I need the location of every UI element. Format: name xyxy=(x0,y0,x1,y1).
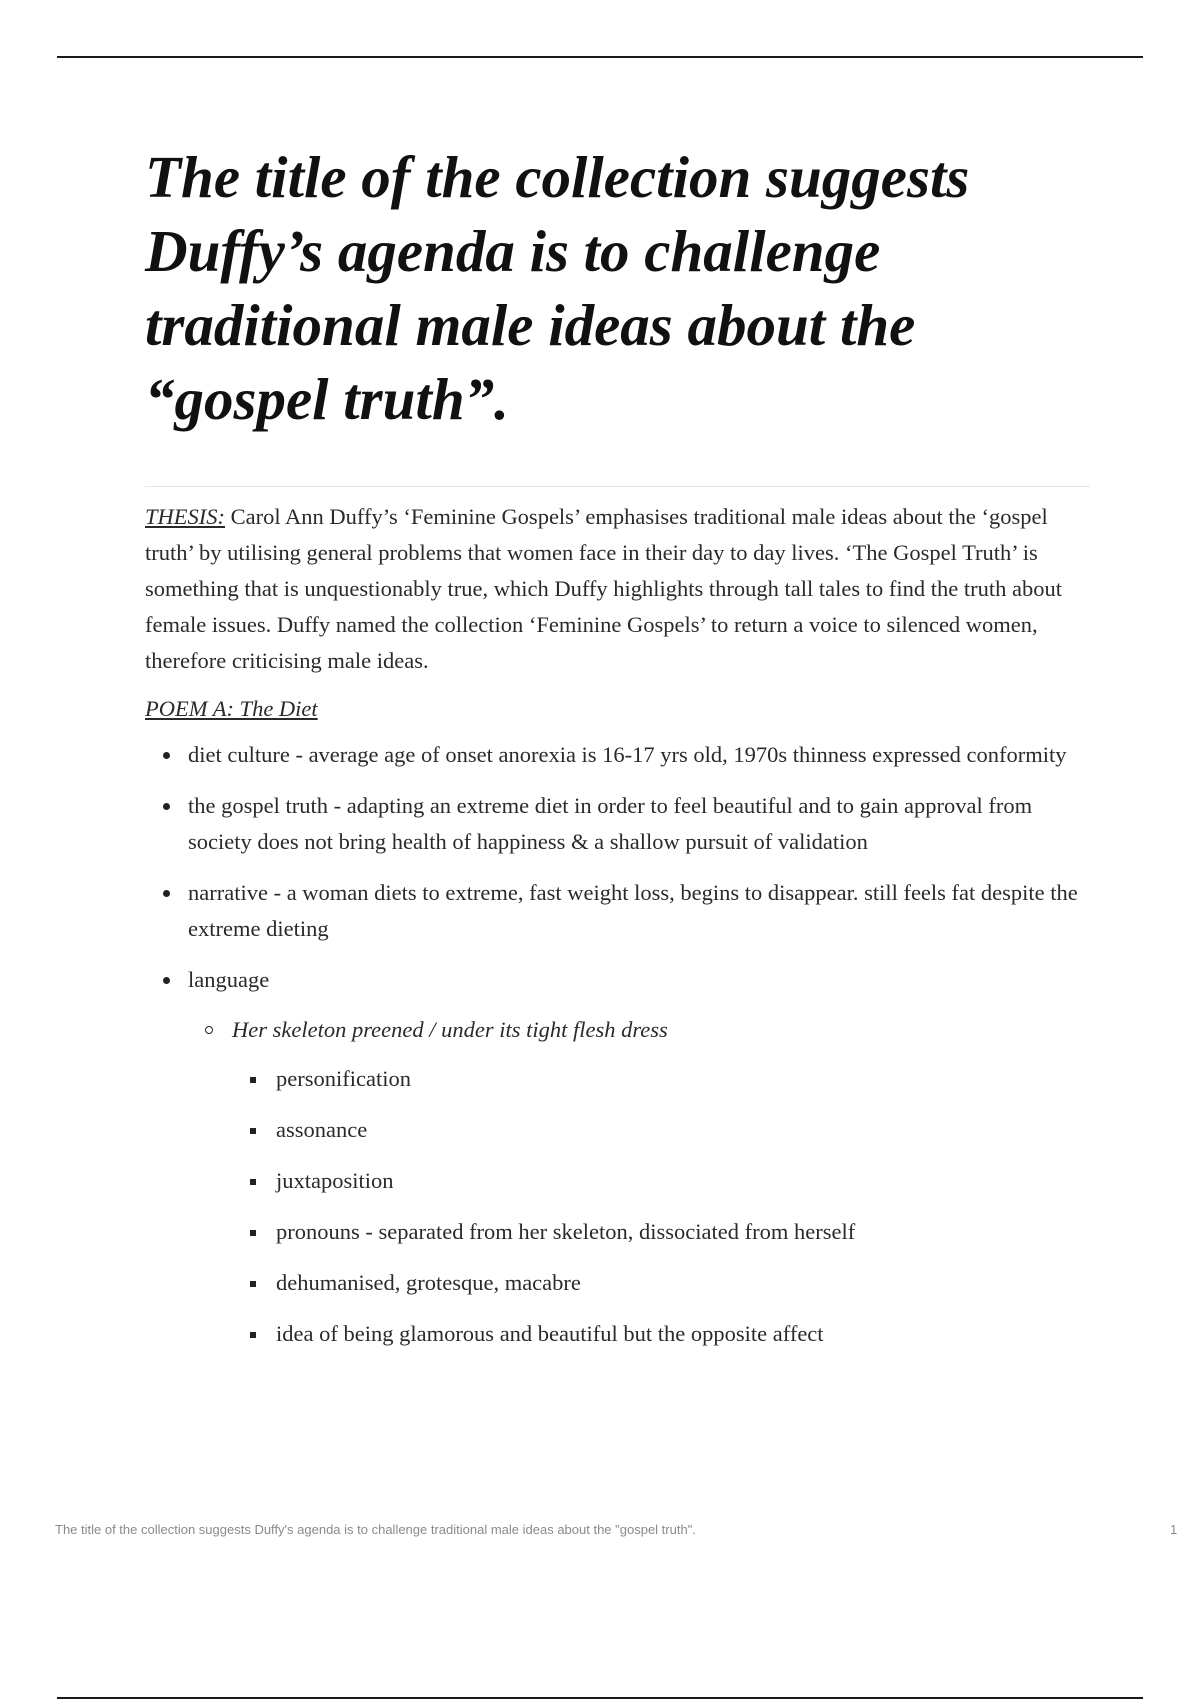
square-bullet-icon xyxy=(250,1077,256,1083)
list-item xyxy=(276,1163,1090,1199)
quote-list xyxy=(188,1012,1090,1352)
circle-bullet-icon xyxy=(205,1026,213,1034)
square-bullet-icon xyxy=(250,1230,256,1236)
square-bullet-icon xyxy=(250,1128,256,1134)
list-item-text: diet culture - average age of onset anorexia is 16-17 yrs old, 1970s thinness expressed conformity xyxy=(188,742,1067,767)
bullet-icon xyxy=(163,977,170,984)
bottom-rule xyxy=(57,1697,1143,1699)
title-divider xyxy=(145,486,1090,487)
quote-text: Her skeleton preened / under its tight flesh dress xyxy=(232,1017,668,1042)
list-item xyxy=(276,1061,1090,1097)
list-item xyxy=(276,1265,1090,1301)
list-item xyxy=(188,788,1090,860)
list-item-text: assonance xyxy=(276,1117,368,1142)
list-item-text: juxtaposition xyxy=(276,1168,394,1193)
page-number: 1 xyxy=(1170,1522,1178,1537)
bullet-icon xyxy=(163,752,170,759)
list-item xyxy=(188,962,1090,1352)
quote-item xyxy=(232,1012,1090,1352)
list-item-text: personification xyxy=(276,1066,411,1091)
square-bullet-icon xyxy=(250,1281,256,1287)
list-item-text: idea of being glamorous and beautiful but the opposite affect xyxy=(276,1321,824,1346)
list-item xyxy=(276,1112,1090,1148)
list-item-text: dehumanised, grotesque, macabre xyxy=(276,1270,581,1295)
list-item xyxy=(276,1316,1090,1352)
thesis-label: THESIS: xyxy=(145,504,225,529)
page-title: The title of the collection suggests Duffy’s agenda is to challenge traditional male ideas about the “gospel truth”. xyxy=(145,144,970,432)
bullet-icon xyxy=(163,890,170,897)
list-item-text: language xyxy=(188,967,270,992)
list-item-text: pronouns - separated from her skeleton, dissociated from herself xyxy=(276,1219,856,1244)
top-rule xyxy=(57,56,1143,58)
thesis-paragraph xyxy=(145,499,1090,679)
list-item xyxy=(188,737,1090,773)
bullet-icon xyxy=(163,803,170,810)
square-bullet-icon xyxy=(250,1332,256,1338)
quote-notes-list xyxy=(232,1061,1090,1352)
list-item-text: narrative - a woman diets to extreme, fast weight loss, begins to disappear. still feels fat despite the extreme dieting xyxy=(188,880,1078,941)
footer-title: The title of the collection suggests Duffy's agenda is to challenge traditional male ideas about the "gospel truth". xyxy=(55,1522,696,1537)
thesis-text: Carol Ann Duffy’s ‘Feminine Gospels’ emphasises traditional male ideas about the ‘gospel truth’ by utilising general problems that women face in their day to day lives. ‘The Gospel Truth’ is something that is unquestionably true, which Duffy highlights through tall tales to find the truth about female issues. Duffy named the collection ‘Feminine Gospels’ to return a voice to silenced women, therefore criticising male ideas. xyxy=(145,504,1062,673)
document-body xyxy=(145,140,1090,1367)
poem-heading: POEM A: The Diet xyxy=(145,696,318,721)
square-bullet-icon xyxy=(250,1179,256,1185)
list-item-text: the gospel truth - adapting an extreme diet in order to feel beautiful and to gain approval from society does not bring health of happiness & a shallow pursuit of validation xyxy=(188,793,1033,854)
list-item xyxy=(188,875,1090,947)
points-list xyxy=(145,737,1090,1352)
list-item xyxy=(276,1214,1090,1250)
